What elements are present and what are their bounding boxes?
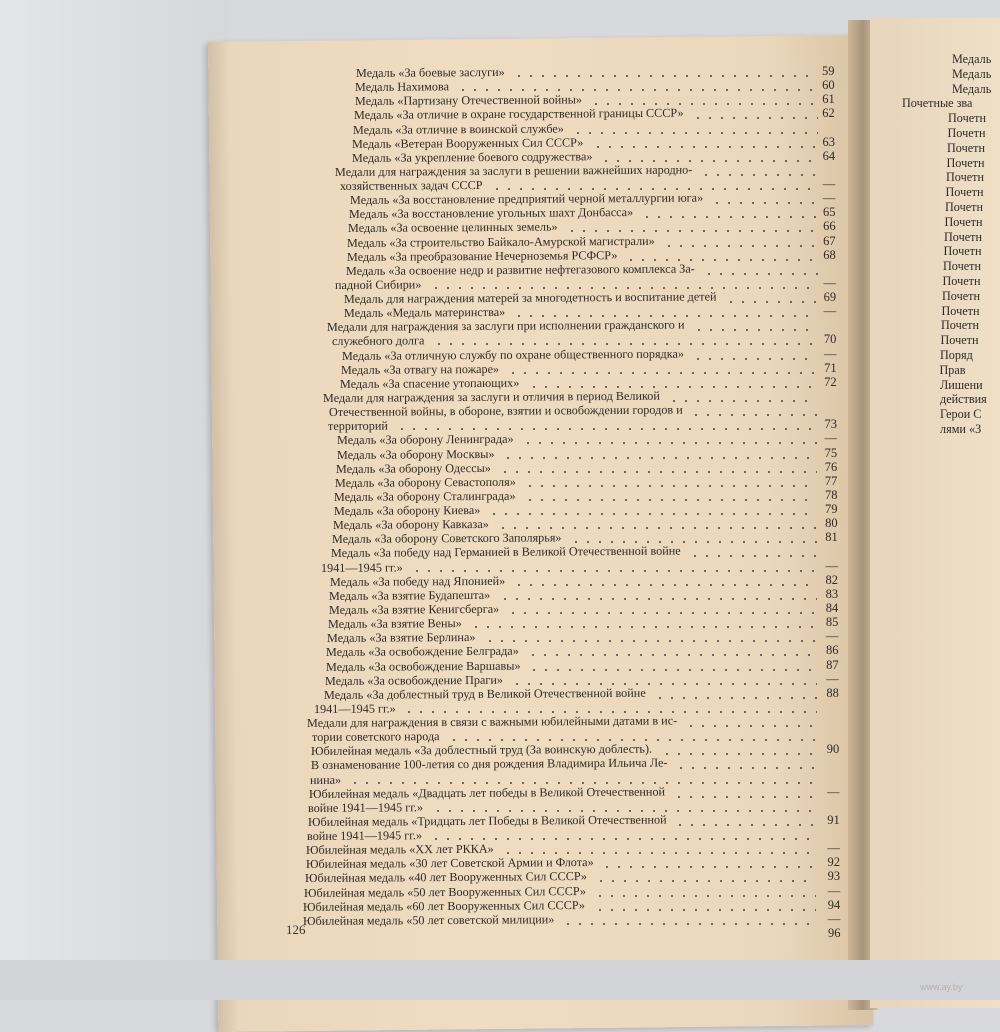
toc-entry-title: Медаль «За восстановление угольных шахт Донбасса» [348,205,633,222]
leader-dots [488,513,817,515]
toc-entry [348,220,558,235]
toc-entry-title: В ознаменование 100-летия со дня рождения Владимира Ильича Ле- [310,755,668,773]
toc-entry-title: Юбилейная медаль «Двадцать лет победы в Великой Отечественной [309,784,666,801]
toc-page-number: 63 [822,134,835,149]
leader-dots [349,782,816,784]
toc-entry-title: Медаль «За победу над Германией в Великой Отечественной войне [331,544,682,561]
toc-entry [326,658,521,673]
toc-page-number: 86 [826,643,839,658]
leader-dots [507,612,817,614]
toc-entry [329,602,499,617]
toc-entry [333,517,489,532]
leader-dots [692,117,818,119]
toc-entry-title: Медаль «За спасение утопающих» [340,375,520,391]
toc-page-number: 91 [827,812,840,827]
toc-page-number: — [825,629,839,644]
right-page-line: Почетн [944,214,983,229]
leader-dots [497,527,817,529]
leader-dots [562,923,816,925]
toc-page-number: — [822,177,836,192]
toc-entry [304,884,586,900]
toc-page-number: 59 [822,64,835,78]
leader-dots [470,626,817,628]
leader-dots [396,428,817,430]
toc-entry [332,334,424,349]
leader-dots [601,866,816,868]
toc-page-number: 82 [825,572,839,587]
leader-dots [595,880,816,882]
leader-dots [513,315,817,317]
toc-entry-title: Медаль «За восстановление предприятий черной металлургии юга» [349,190,703,208]
right-page-line: Почетн [941,303,980,318]
toc-entry-title: Юбилейная медаль «XX лет РККА» [306,841,495,858]
toc-entry-title: Юбилейная медаль «50 лет Вооруженных Сил СССР» [304,883,587,900]
toc-entry-title: Медаль «За оборону Советского Заполярья» [332,530,562,547]
toc-entry [335,475,516,490]
leader-dots [572,132,818,134]
toc-entry-title: 1941—1945 гг.» [320,560,403,575]
leader-dots [594,909,817,911]
toc-entry-title: Медаль «За оборону Москвы» [336,446,495,462]
toc-entry [327,630,476,645]
toc-entry-title: падной Сибири» [335,277,422,292]
toc-entry [336,446,494,461]
leader-dots [502,852,816,854]
toc-entry-title: Медаль «За оборону Кавказа» [332,517,489,533]
toc-entry-title: Отечественной войны, в обороне, взятии и освобождении городов и [328,402,683,420]
toc-page-number: — [822,191,836,206]
leader-dots [711,202,818,204]
leader-dots [673,796,816,798]
toc-entry [331,544,681,560]
toc-page-number: 65 [822,205,836,220]
toc-entry [336,461,491,476]
toc-entry [347,248,618,264]
toc-page-number: — [827,911,841,926]
toc-entry-title: Медаль «За отвагу на пожаре» [340,361,499,377]
watermark: www.ay.by [920,982,963,992]
toc-entry-title: Медаль «За боевые заслуги» [355,64,505,80]
leader-dots [430,838,816,840]
leader-dots [685,725,816,727]
toc-entry [355,79,449,94]
toc-entry [311,756,668,772]
toc-entry-title: Медаль «За освоение целинных земель» [348,219,558,236]
toc-page-number: 72 [824,374,837,389]
right-page-line: Лишени [940,377,983,392]
toc-page-number: 79 [825,502,838,517]
toc-page-number: 69 [823,290,837,305]
toc-page-number: — [827,883,841,898]
toc-entry [340,178,483,193]
toc-page-number: 92 [827,855,840,870]
toc-entry-title: нина» [309,772,342,787]
toc-entry [330,573,505,588]
leader-dots [491,188,818,190]
toc-entry-title: служебного долга [332,333,425,349]
page-number: 126 [286,922,306,937]
toc-entry-title: Медаль для награждения матерей за многодетность и воспитание детей [344,289,718,307]
leader-dots [654,697,816,699]
right-page-line: Медаль [952,81,992,96]
toc-entry [334,503,480,518]
toc-page-number: 66 [823,219,836,234]
toc-entry-title: войне 1941—1945 гг.» [306,828,423,844]
toc-page-number: — [823,346,837,361]
leader-dots [499,598,817,600]
toc-page-number: 71 [824,360,837,375]
toc-entry [342,346,684,362]
toc-entry [310,772,341,786]
right-page-line: Почетные зва [902,96,973,111]
leader-dots [674,824,816,826]
right-page-line: лями «З [940,422,982,436]
toc-entry [353,121,564,136]
leader-dots [448,739,817,741]
toc-entry [349,191,702,207]
toc-page-number: 84 [825,600,839,615]
right-page-line: Почетн [947,140,985,155]
toc-page-number: 77 [824,473,838,488]
toc-entry-title: Медаль «За укрепление боевого содружества» [351,149,593,165]
toc-entry [307,713,677,730]
toc-page-number: 80 [825,516,838,531]
right-page-line: Прав [939,362,966,377]
toc-page-number: 73 [824,417,837,432]
toc-entry [334,489,516,504]
toc-entry [327,318,685,334]
toc-entry [305,870,587,886]
toc-entry-title: Юбилейная медаль «40 лет Вооруженных Сил СССР» [304,869,587,886]
toc-page-number: — [823,275,836,290]
leader-dots [511,683,817,685]
leader-dots [600,160,818,162]
leader-dots [625,259,817,261]
leader-dots [513,584,816,586]
right-page-line: Медаль [952,66,992,81]
toc-page-number: — [827,841,840,856]
toc-page-number: 64 [822,148,836,163]
leader-dots [570,541,817,543]
leader-dots [524,499,817,501]
leader-dots [668,400,817,402]
toc-entry [341,362,499,377]
leader-dots [592,146,818,148]
toc-entry [356,65,505,80]
leader-dots [703,273,818,275]
toc-entry [329,588,490,603]
leader-dots [661,753,817,755]
toc-entry [346,261,695,277]
toc-entry [349,205,633,221]
toc-entry-title: Медаль «За оборону Севастополя» [335,474,516,490]
toc-entry-title: Медаль «Партизану Отечественной войны» [354,92,582,109]
toc-entry [325,672,503,687]
toc-entry [307,828,422,843]
toc-entry [352,149,593,165]
toc-entry-title: Медаль «За отличие в охране государственной границы СССР» [353,106,684,123]
toc-entry [321,560,403,575]
toc-entry [312,729,440,744]
toc-entry-title: Медаль «За оборону Одессы» [335,460,491,476]
toc-page-number: 67 [823,233,836,248]
toc-entry-title: Юбилейная медаль «60 лет Вооруженных Сил СССР» [303,897,586,914]
leader-dots [594,895,816,897]
toc-entry-title: Медаль «Ветеран Вооруженных Сил СССР» [352,135,584,151]
toc-page-number: 94 [827,897,841,912]
toc-page-number: — [826,671,839,686]
toc-entry [337,432,514,447]
toc-entry-title: Медаль Нахимова [355,79,450,95]
right-page-line: Медаль [952,52,992,66]
right-page-line: Почетн [942,274,981,288]
leader-dots [700,174,817,176]
leader-dots [432,810,817,812]
leader-dots [522,442,817,444]
toc-entry-title: тории советского народа [312,729,440,745]
leader-dots [528,386,818,388]
right-page-line: Почетн [942,288,980,303]
leader-dots [693,329,818,331]
toc-entry [354,106,684,122]
toc-entry-title: Юбилейная медаль «30 лет Советской Армии и Флота» [305,855,594,872]
toc-entry-title: Медаль «За взятие Вены» [327,616,462,632]
toc-entry-title: Медаль «За победу над Японией» [329,573,506,589]
toc-entry [344,289,717,306]
toc-entry [328,419,388,433]
right-page-line: Поряд [940,348,973,362]
toc-entry [335,162,692,178]
leader-dots [663,245,817,247]
right-page-line: Почетн [946,155,985,170]
toc-page-number: — [827,784,840,799]
toc-entry-title: Медаль «За отличную службу по охране общественного порядка» [341,346,684,363]
leader-dots [403,711,816,713]
leader-dots [524,485,817,487]
toc-entry-title: Медаль «За строительство Байкало-Амурской магистрали» [347,233,656,250]
leader-dots [725,301,817,303]
toc-page-number: 78 [824,487,838,502]
toc-entry-title: Медали для награждения за заслуги и отличия в период Великой [323,388,661,406]
leader-dots [484,640,817,642]
toc-page-number: 93 [827,869,841,884]
toc-entry-title: Медаль «За оборону Ленинграда» [337,432,514,448]
right-page-line: действия [940,392,987,407]
toc-entry [308,812,667,829]
toc-entry [313,701,395,716]
toc-entry-title: войне 1941—1945 гг.» [308,800,424,815]
toc-page-number: — [824,431,838,446]
leader-dots [675,767,816,769]
leader-dots [502,457,817,459]
toc-entry-title: Медали для награждения за заслуги в решении важнейших народно- [334,162,693,179]
toc-entry [340,376,519,391]
leader-dots [507,372,817,374]
right-page-line: Почетн [946,170,984,185]
right-page-line: Почетн [945,185,984,200]
leader-dots [433,343,818,345]
toc-entry [328,616,462,631]
toc-page-number: 62 [822,106,835,121]
toc-page-number: 83 [825,586,839,601]
toc-entry-title: Медаль «За освобождение Белграда» [326,644,520,660]
right-page-line: Почетн [943,259,981,274]
toc-entry [335,277,422,292]
toc-page-number: 90 [826,742,840,757]
right-page-line: Почетн [943,244,982,259]
toc-entry-title: Медаль «Медаль материнства» [343,305,505,321]
toc-page-number: 81 [825,530,838,545]
toc-entry [329,403,683,419]
toc-page-number: 85 [825,615,839,630]
leader-dots [411,570,817,572]
right-page-line: Почетн [941,318,979,333]
leader-dots [689,555,817,557]
toc-entry-title: территорий [327,418,388,434]
toc-entry [352,135,583,151]
toc-page-number: 61 [822,92,835,107]
toc-entry-title: Медали для награждения за заслуги при исполнении гражданского и [326,317,685,335]
toc-entry-title: Медаль «За доблестный труд в Великой Отечественной войне [324,685,647,702]
toc-entry-title: Юбилейная медаль «Тридцать лет Победы в Великой Отечественной [307,812,667,829]
toc-entry [308,800,423,815]
toc-entry-title: Медаль «За освобождение Праги» [324,672,504,688]
right-page-line: Герои С [940,407,982,422]
toc-entry-title: Медаль «За преобразование Нечерноземья РСФСР» [346,247,618,264]
right-page-line: Почетн [945,200,983,214]
toc-entry-title: Медаль «За отличие в воинской службе» [353,121,565,137]
toc-entry [309,784,665,800]
toc-entry-title: Медаль «За оборону Киева» [333,503,481,519]
leader-dots [513,75,818,77]
toc-page-number: 76 [824,459,838,474]
toc-entry [326,644,519,659]
toc-entry [324,686,646,702]
toc-page-number: 88 [826,685,839,700]
toc-entry-title: Юбилейная медаль «50 лет советской милиции» [302,912,555,928]
right-page-line: Почетн [940,333,979,348]
leader-dots [641,216,818,218]
leader-dots [430,287,818,289]
toc-entry-title: Медаль «За оборону Сталинграда» [334,488,516,504]
toc-entry-title: Медаль «За взятие Будапешта» [329,587,491,603]
toc-entry-title: Медаль «За освобождение Варшавы» [325,658,521,674]
toc-page-number: 70 [823,332,837,347]
toc-entry-title: Медаль «За освоение недр и развитие нефтегазового комплекса За- [345,261,695,278]
right-page-line: Почетн [947,126,986,140]
leader-dots [690,414,817,416]
toc-page-number: — [823,304,837,319]
leader-dots [457,89,818,91]
toc-entry-title: Медаль «За взятие Кенигсберга» [328,601,499,617]
toc-entry-title: Юбилейная медаль «За доблестный труд (За воинскую доблесть). [311,741,653,759]
toc-entry-title: хозяйственных задач СССР [340,178,483,194]
right-page-line: Почетн [948,111,986,126]
leader-dots [692,358,818,360]
leader-dots [499,471,817,473]
toc-entry-title: 1941—1945 гг.» [313,701,396,716]
toc-page-number: — [825,558,838,573]
toc-page-number: 87 [826,657,839,672]
leader-dots [566,230,818,232]
toc-entry [347,233,655,249]
toc-page-number: 96 [828,926,841,940]
toc-page-number: 75 [824,445,838,460]
toc-entry [303,912,554,928]
leader-dots [590,103,818,105]
toc-entry-title: Медали для награждения в связи с важными юбилейными датами в ис- [306,713,678,731]
right-page-line: Почетн [944,229,982,244]
leader-dots [527,654,816,656]
toc-page-number: 60 [822,78,835,93]
toc-page-number: 68 [823,247,836,262]
leader-dots [528,669,816,671]
toc-entry-title: Медаль «За взятие Берлина» [327,630,476,646]
